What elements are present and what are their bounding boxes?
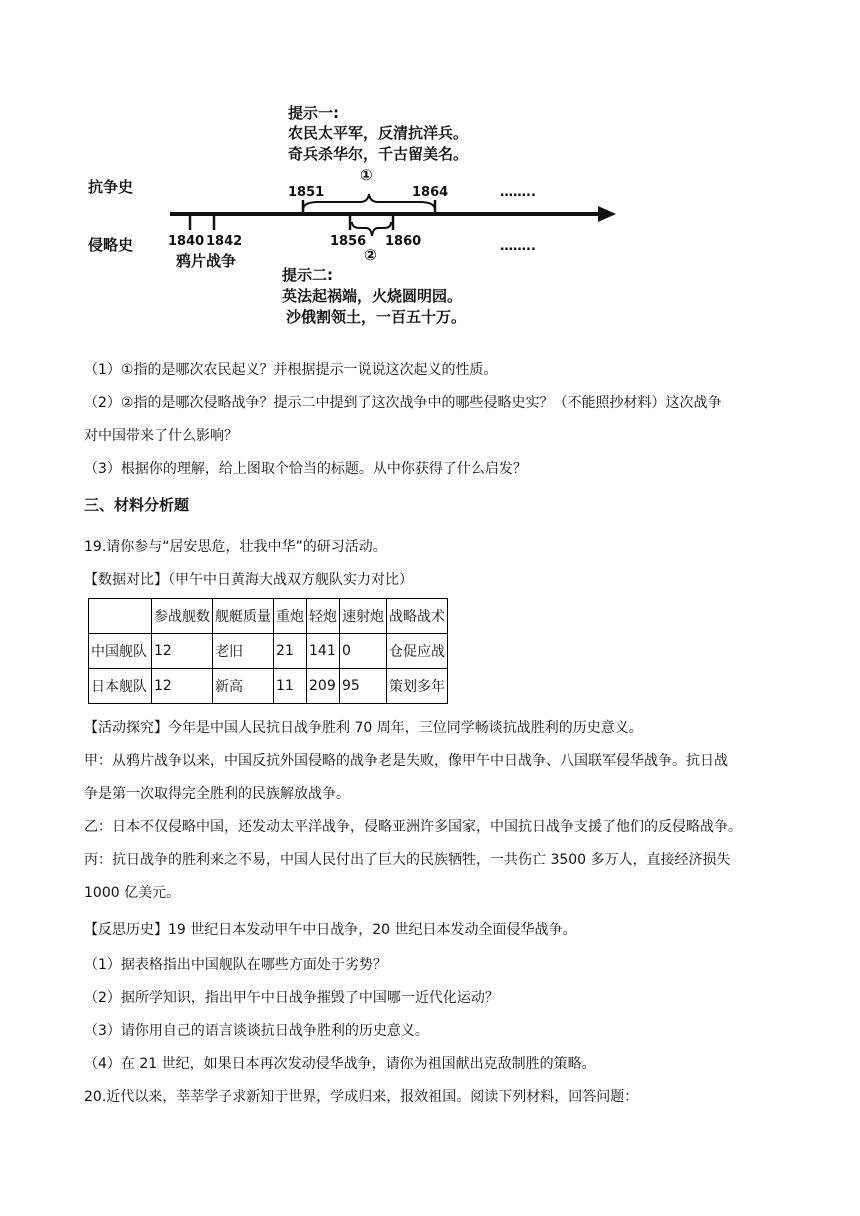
table-cell: 21	[274, 634, 307, 669]
hint1-line1: 农民太平军，反清抗洋兵。	[288, 124, 469, 142]
table-cell: 策划多年	[387, 669, 448, 704]
table-cell: 209	[307, 669, 340, 704]
year-1864-label: 1864	[412, 185, 449, 200]
hint2-title: 提示二:	[282, 266, 333, 284]
table-cell: 12	[152, 669, 213, 704]
year-1860-label: 1860	[385, 234, 422, 249]
year-1856-label: 1856	[330, 234, 367, 249]
fleet-comparison-table	[88, 598, 448, 704]
circle-1-marker: ①	[360, 166, 373, 184]
table-cell: 老旧	[213, 634, 274, 669]
q19-bing-line1: 丙：抗日战争的胜利来之不易，中国人民付出了巨大的民族牺牲，一共伤亡 3500 多万人，直接经济损失	[84, 852, 731, 868]
table-header-cell: 重炮	[274, 599, 307, 634]
table-header-cell: 舰艇质量	[213, 599, 274, 634]
q19-jia-line1: 甲：从鸦片战争以来，中国反抗外国侵略的战争老是失败，像甲午中日战争、八国联军侵华战争。抗日战	[84, 753, 728, 769]
q19-sub4: （4）在 21 世纪，如果日本再次发动侵华战争，请你为祖国献出克敌制胜的策略。	[84, 1056, 596, 1072]
dots-struggle: ……..	[500, 185, 536, 200]
table-cell: 0	[340, 634, 387, 669]
table-cell: 新高	[213, 669, 274, 704]
hint2-line1: 英法起祸端，火烧圆明园。	[282, 287, 463, 305]
table-header-row	[89, 599, 448, 634]
year-1851-label: 1851	[288, 185, 325, 200]
year-1840-label: 1840	[168, 234, 205, 249]
section3-title: 三、材料分析题	[84, 496, 190, 514]
timeline-figure	[0, 0, 860, 340]
table-cell: 141	[307, 634, 340, 669]
q19-bing-line2: 1000 亿美元。	[84, 885, 181, 901]
q19-intro: 19.请你参与“居安思危，壮我中华”的研习活动。	[84, 539, 387, 555]
q18-sub3: （3）根据你的理解，给上图取个恰当的标题。从中你获得了什么启发？	[84, 461, 527, 477]
row-label-aggression: 侵略史	[88, 236, 134, 254]
q19-yi: 乙：日本不仅侵略中国，还发动太平洋战争，侵略亚洲许多国家，中国抗日战争支援了他们的反侵略战争。	[84, 819, 742, 835]
dots-aggression: ……..	[500, 239, 536, 254]
opium-war-label: 鸦片战争	[176, 252, 237, 270]
q18-sub2-line1: （2）②指的是哪次侵略战争？提示二中提到了这次战争中的哪些侵略史实？（不能照抄材料）这次战争	[84, 395, 722, 411]
table-header-cell: 速射炮	[340, 599, 387, 634]
q18-sub2-line2: 对中国带来了什么影响？	[84, 428, 238, 444]
table-cell: 12	[152, 634, 213, 669]
q19-jia-line2: 争是第一次取得完全胜利的民族解放战争。	[84, 786, 350, 802]
q18-sub1: （1）①指的是哪次农民起义？并根据提示一说说这次起义的性质。	[84, 362, 498, 378]
q19-reflect: 【反思历史】19 世纪日本发动甲午中日战争，20 世纪日本发动全面侵华战争。	[84, 922, 577, 938]
table-cell: 中国舰队	[89, 634, 152, 669]
hint2-line2: 沙俄割领土，一百五十万。	[286, 308, 467, 326]
year-1842-label: 1842	[206, 234, 243, 249]
q19-sub2: （2）据所学知识，指出甲午中日战争摧毁了中国哪一近代化运动？	[84, 990, 499, 1006]
q19-activity: 【活动探究】今年是中国人民抗日战争胜利 70 周年，三位同学畅谈抗战胜利的历史意义。	[84, 720, 643, 736]
table-header-cell: 参战舰数	[152, 599, 213, 634]
table-cell: 95	[340, 669, 387, 704]
table-row	[89, 669, 448, 704]
q20-intro: 20.近代以来，莘莘学子求新知于世界，学成归来，报效祖国。阅读下列材料，回答问题：	[84, 1089, 639, 1105]
timeline-arrowhead	[598, 206, 616, 222]
hint1-line2: 奇兵杀华尔，千古留美名。	[288, 145, 469, 163]
q19-data-compare: 【数据对比】（甲午中日黄海大战双方舰队实力对比）	[84, 572, 413, 588]
table-row	[89, 634, 448, 669]
table-header-cell: 轻炮	[307, 599, 340, 634]
q19-sub1: （1）据表格指出中国舰队在哪些方面处于劣势？	[84, 957, 387, 973]
row-label-struggle: 抗争史	[88, 178, 134, 196]
table-cell: 仓促应战	[387, 634, 448, 669]
q19-sub3: （3）请你用自己的语言谈谈抗日战争胜利的历史意义。	[84, 1023, 429, 1039]
circle-2-marker: ②	[364, 246, 377, 264]
table-header-cell: 战略战术	[387, 599, 448, 634]
table-cell: 日本舰队	[89, 669, 152, 704]
table-cell: 11	[274, 669, 307, 704]
hint1-title: 提示一:	[288, 104, 339, 122]
table-header-cell	[89, 599, 152, 634]
